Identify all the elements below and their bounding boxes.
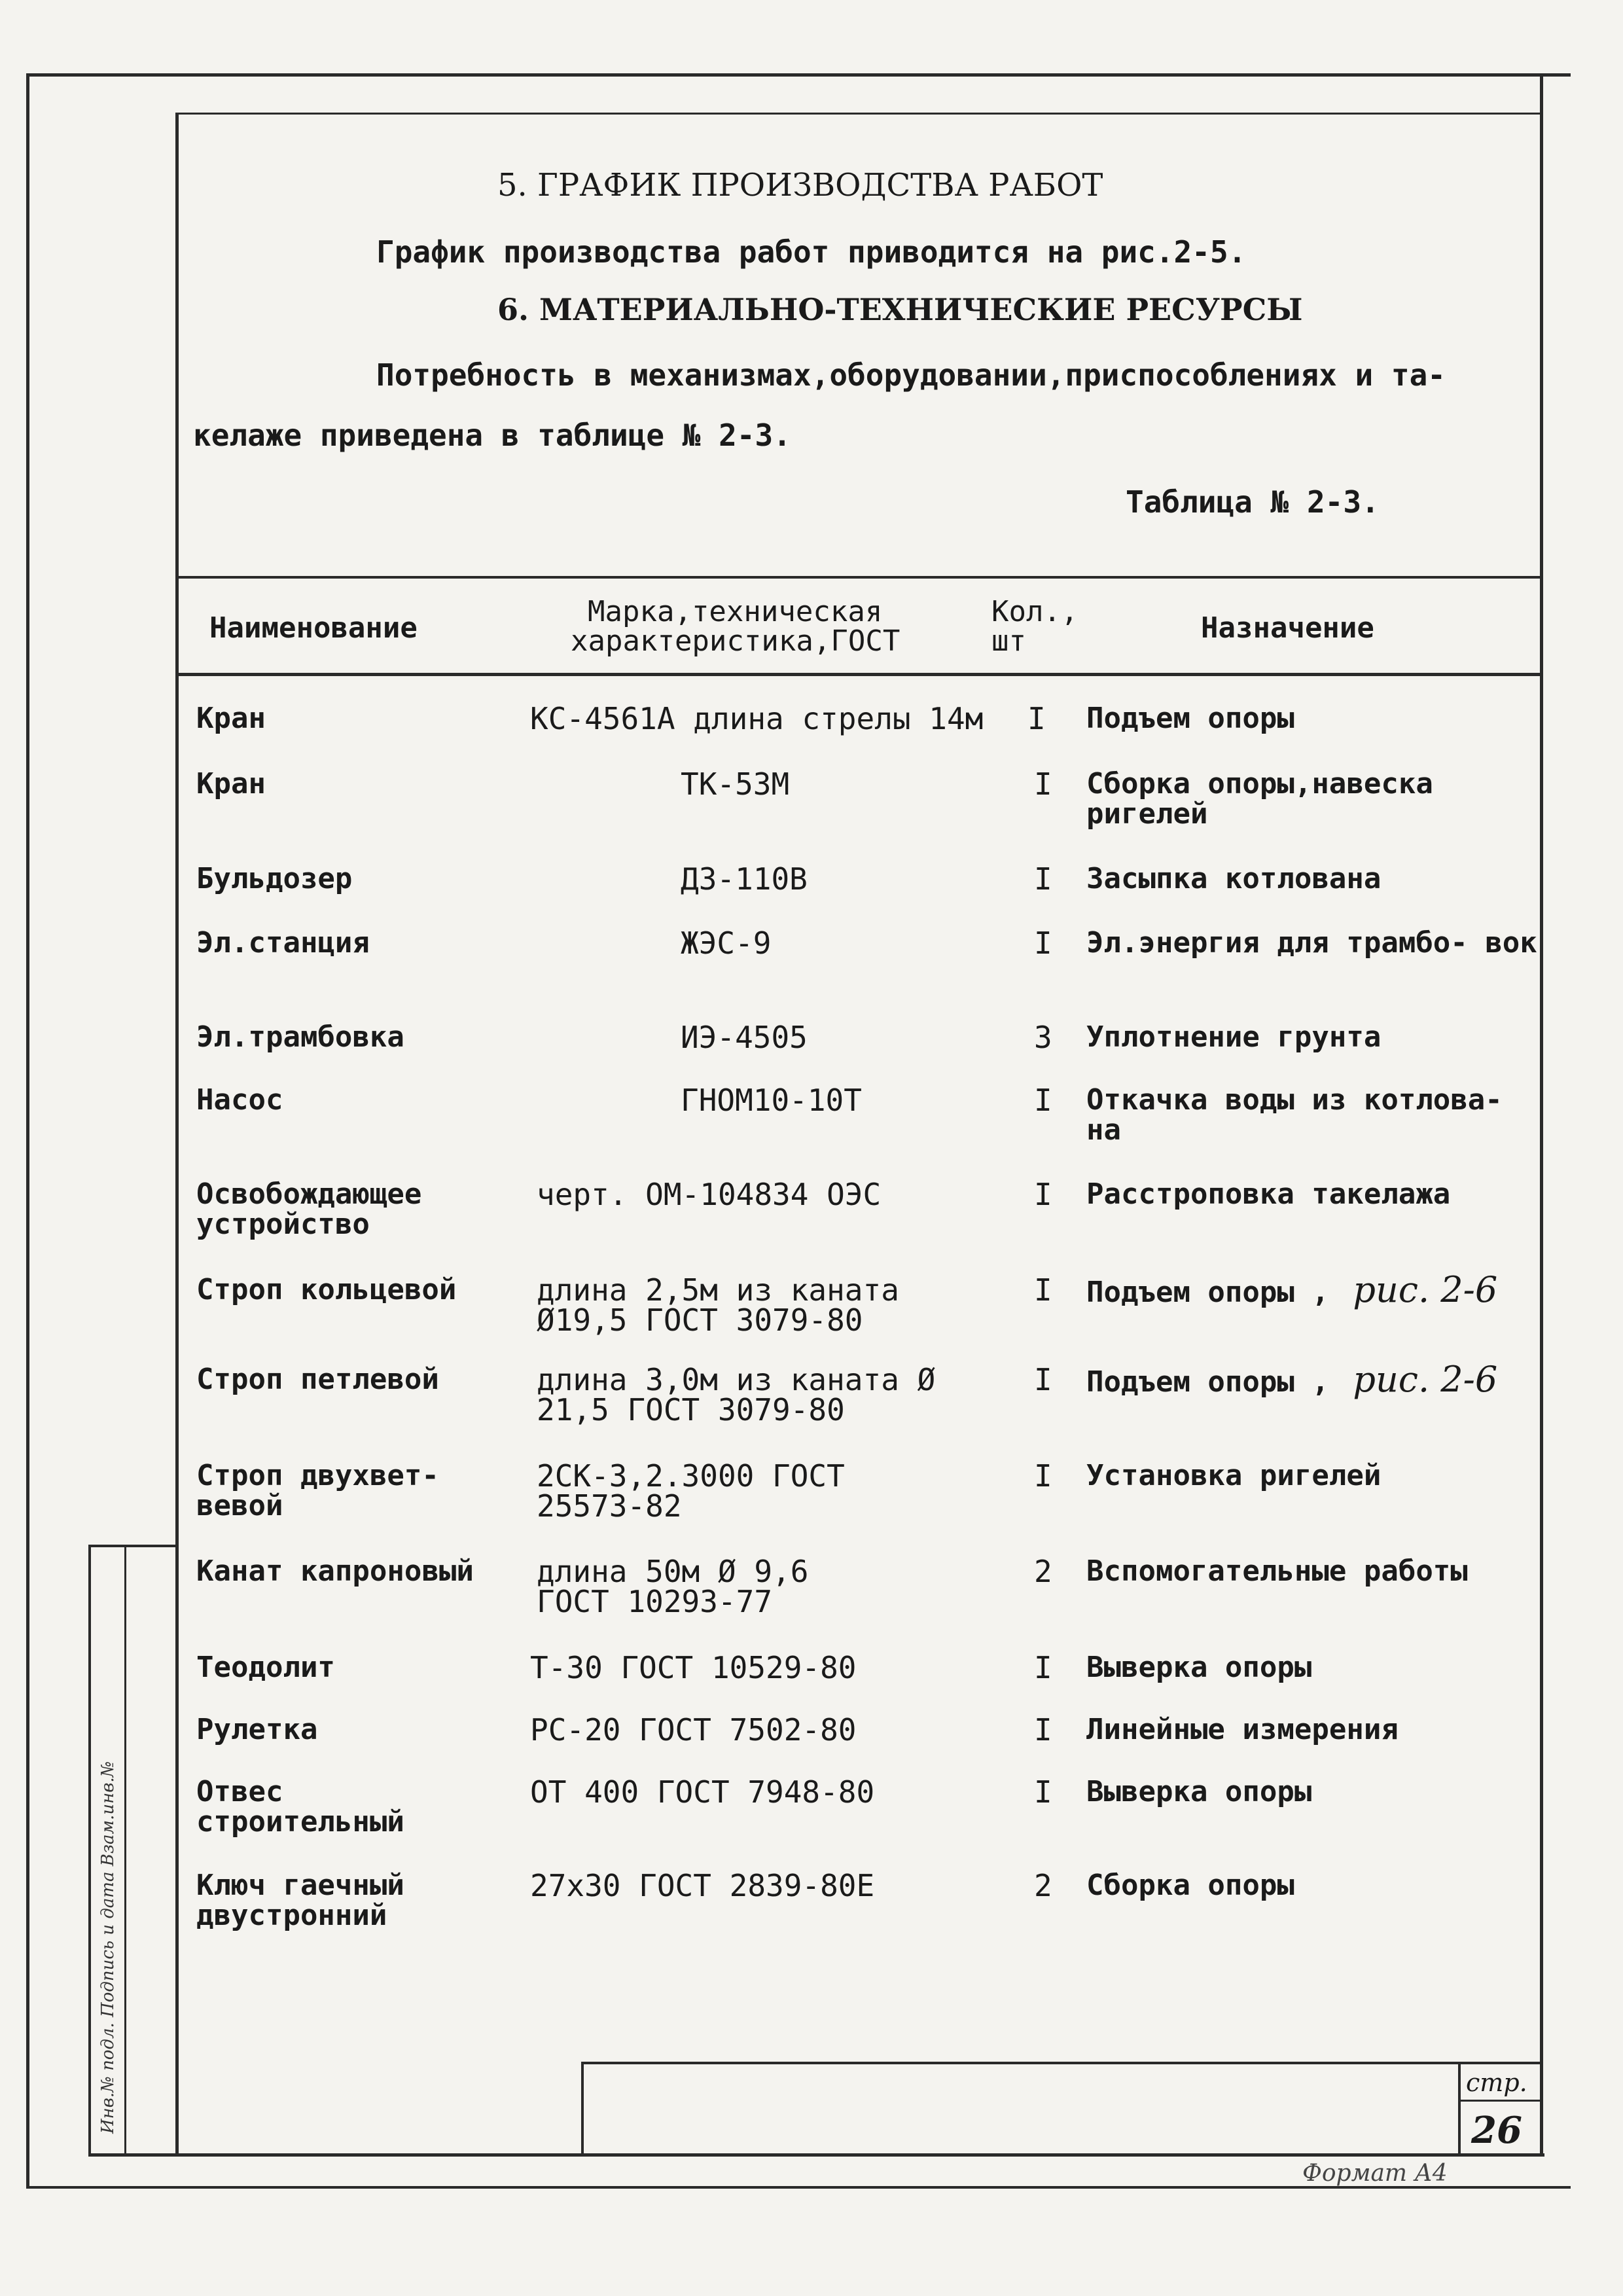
cell-name: Строп кольцевой [196, 1273, 457, 1306]
cell-qty: I [1034, 1362, 1052, 1397]
cell-mark: черт. ОМ-104834 ОЭС [537, 1177, 882, 1212]
sheet-label: стр. [1466, 2068, 1527, 2097]
section5-heading: 5. ГРАФИК ПРОИЗВОДСТВА РАБОТ [497, 167, 1103, 204]
cell-name: Освобождающее устройство [196, 1177, 422, 1241]
title-block-sheet-divider [1458, 2062, 1461, 2155]
handwritten-figure-ref: рис. 2-6 [1353, 1359, 1498, 1400]
cell-mark: длина 50м Ø 9,6 ГОСТ 10293-77 [537, 1554, 809, 1619]
header-name: Наименование [209, 611, 418, 645]
cell-purpose: Засыпка котлована [1086, 862, 1382, 895]
table-top-rule [178, 576, 1543, 579]
cell-qty: I [1034, 1083, 1052, 1118]
cell-qty: I [1034, 925, 1052, 961]
cell-purpose: Сборка опоры,навеска ригелей [1086, 767, 1433, 831]
outer-frame-left [26, 73, 29, 2187]
cell-mark: Т-30 ГОСТ 10529-80 [530, 1650, 857, 1685]
cell-name: Кран [196, 767, 266, 800]
section6-heading: 6. МАТЕРИАЛЬНО-ТЕХНИЧЕСКИЕ РЕСУРСЫ [497, 292, 1303, 327]
cell-mark: ЖЭС-9 [681, 925, 772, 961]
header-purpose: Назначение [1201, 611, 1374, 645]
cell-mark: ГНОМ10-10Т [681, 1083, 862, 1118]
cell-name: Теодолит [196, 1651, 335, 1684]
cell-mark: РС-20 ГОСТ 7502-80 [530, 1712, 857, 1748]
cell-qty: I [1034, 766, 1052, 802]
cell-mark: 2СК-3,2.3000 ГОСТ 25573-82 [537, 1458, 845, 1524]
cell-qty: 2 [1034, 1868, 1052, 1903]
inner-frame-left [175, 113, 179, 2155]
cell-purpose: Откачка воды из котлова- на [1086, 1083, 1503, 1147]
cell-mark: длина 2,5м из каната Ø19,5 ГОСТ 3079-80 [537, 1272, 899, 1338]
cell-mark: ИЭ-4505 [681, 1020, 808, 1055]
section5-text: График производства работ приводится на рис.2-5. [376, 234, 1247, 270]
cell-qty: I [1034, 1177, 1052, 1212]
cell-name: Ключ гаечный двустронний [196, 1869, 404, 1932]
stamp-box-top [88, 1545, 179, 1547]
cell-purpose [1086, 1269, 1623, 1310]
cell-qty: I [1034, 1712, 1052, 1748]
stamp-box-left [88, 1545, 91, 2153]
cell-purpose: Выверка опоры [1086, 1775, 1312, 1808]
stamp-box-divider [124, 1545, 126, 2153]
cell-name: Строп двухвет- вевой [196, 1459, 439, 1522]
header-mark-line2: характеристика,ГОСТ [571, 624, 901, 658]
cell-purpose: Сборка опоры [1086, 1869, 1294, 1902]
cell-mark: КС-4561А длина стрелы 14м [530, 701, 984, 736]
section6-paragraph-line1: Потребность в механизмах,оборудовании,приспособлениях и та- [376, 357, 1446, 393]
header-mark-line1: Марка,техническая [588, 595, 883, 628]
table-header-rule [178, 673, 1543, 676]
cell-qty: 3 [1034, 1020, 1052, 1055]
inner-frame-top [175, 113, 1543, 115]
cell-purpose [1086, 1359, 1623, 1400]
outer-frame-top [26, 73, 1571, 77]
section6-paragraph-line2: келаже приведена в таблице № 2-3. [193, 418, 791, 453]
header-qty-line2: шт [991, 624, 1026, 658]
cell-mark: ОТ 400 ГОСТ 7948-80 [530, 1774, 875, 1810]
cell-purpose: Уплотнение грунта [1086, 1020, 1382, 1054]
cell-qty: I [1034, 1650, 1052, 1685]
table-header [196, 596, 1538, 668]
cell-name: Отвес строительный [196, 1775, 404, 1839]
title-block-sheet-mid [1458, 2100, 1543, 2102]
title-block-left [581, 2062, 584, 2155]
cell-purpose-text: Подъем опоры , [1086, 1365, 1329, 1399]
cell-name: Насос [196, 1083, 283, 1117]
cell-qty: 2 [1034, 1554, 1052, 1589]
cell-purpose: Подъем опоры [1086, 702, 1294, 735]
cell-purpose: Расстроповка такелажа [1086, 1177, 1451, 1211]
cell-name: Рулетка [196, 1713, 318, 1746]
cell-name: Канат капроновый [196, 1554, 474, 1588]
cell-mark: ДЗ-110В [681, 861, 808, 897]
cell-name: Эл.станция [196, 926, 370, 960]
cell-purpose: Эл.энергия для трамбо- вок [1086, 926, 1537, 960]
cell-name: Бульдозер [196, 862, 353, 895]
cell-mark: длина 3,0м из каната Ø 21,5 ГОСТ 3079-80 [537, 1362, 936, 1427]
cell-qty: I [1034, 1458, 1052, 1494]
header-qty-line1: Кол., [991, 595, 1079, 628]
cell-mark: ТК-53М [681, 766, 790, 802]
side-stamp-text: Инв.№ подл. Подпись и дата Взам.инв.№ [98, 1761, 118, 2134]
sheet-number: 26 [1471, 2109, 1522, 2152]
inner-frame-bottom [88, 2153, 1544, 2157]
cell-purpose: Линейные измерения [1086, 1713, 1399, 1746]
cell-purpose: Вспомогательные работы [1086, 1554, 1468, 1588]
cell-purpose: Установка ригелей [1086, 1459, 1382, 1492]
cell-qty: I [1034, 1272, 1052, 1308]
cell-qty: I [1034, 861, 1052, 897]
cell-qty: I [1027, 701, 1046, 736]
table-caption: Таблица № 2-3. [1126, 484, 1380, 520]
handwritten-figure-ref: рис. 2-6 [1353, 1269, 1498, 1310]
cell-name: Кран [196, 702, 266, 735]
footer-format: Формат А4 [1302, 2160, 1448, 2187]
cell-purpose: Выверка опоры [1086, 1651, 1312, 1684]
cell-purpose-text: Подъем опоры , [1086, 1276, 1329, 1309]
cell-qty: I [1034, 1774, 1052, 1810]
cell-name: Эл.трамбовка [196, 1020, 404, 1054]
cell-mark: 27х30 ГОСТ 2839-80Е [530, 1868, 875, 1903]
title-block-top [581, 2062, 1543, 2064]
cell-name: Строп петлевой [196, 1363, 439, 1396]
